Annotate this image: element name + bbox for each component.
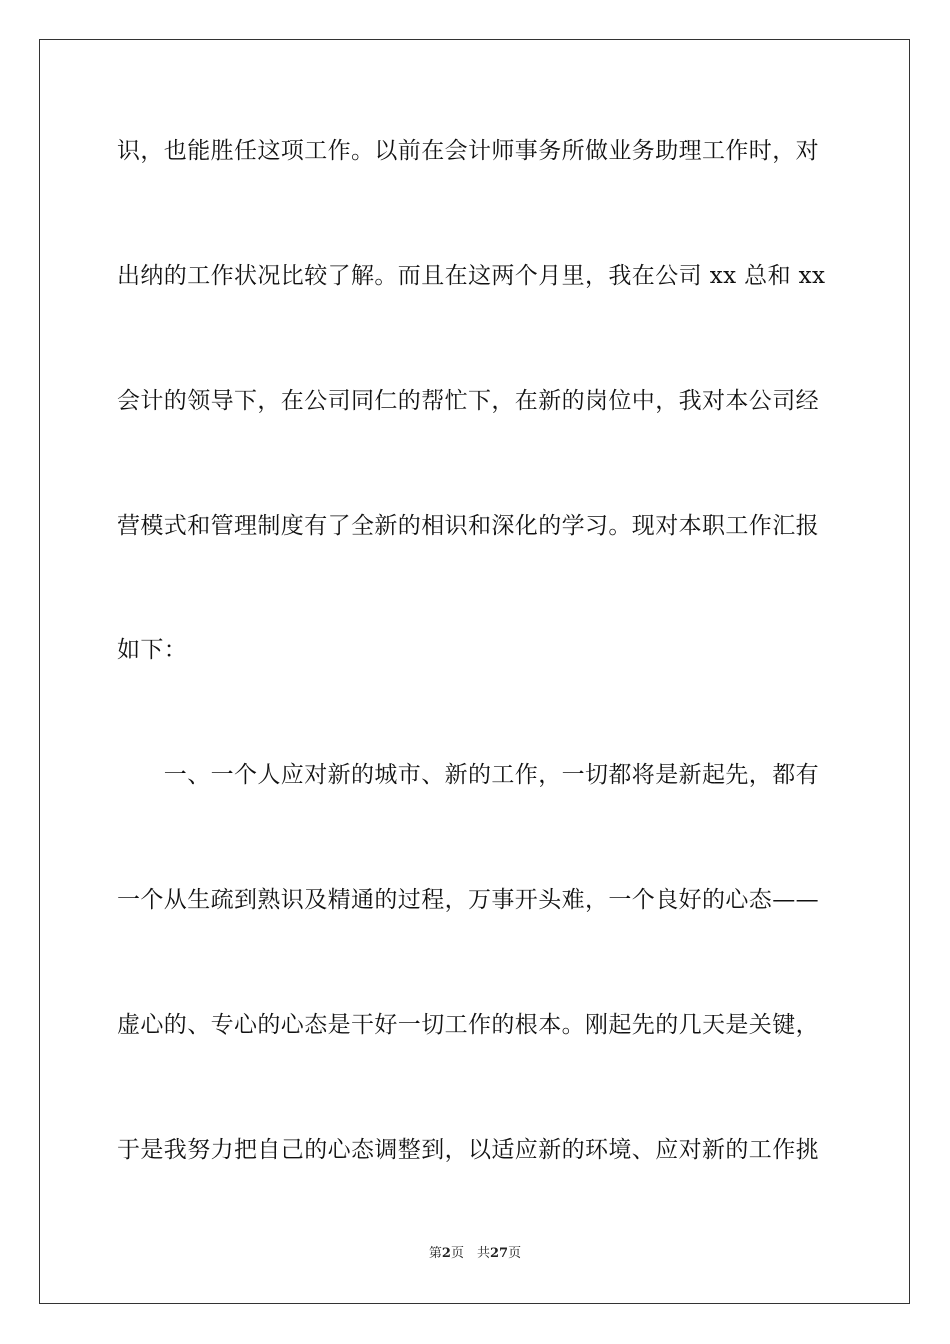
total-pages: 27 — [489, 1246, 509, 1261]
text-line: 出纳的工作状况比较了解。而且在这两个月里，我在公司 xx 总和 xx — [117, 263, 826, 289]
page-footer — [0, 1246, 950, 1262]
total-suffix: 页 — [508, 1246, 522, 1261]
text-line: 营模式和管理制度有了全新的相识和深化的学习。现对本职工作汇报 — [117, 513, 819, 539]
total-prefix: 共 — [476, 1246, 490, 1261]
page-suffix: 页 — [450, 1246, 477, 1261]
text-line: 会计的领导下，在公司同仁的帮忙下，在新的岗位中，我对本公司经 — [117, 388, 819, 414]
text-line: 虚心的、专心的心态是干好一切工作的根本。刚起先的几天是关键， — [117, 1012, 819, 1038]
text-line: 一、一个人应对新的城市、新的工作，一切都将是新起先，都有 — [117, 762, 819, 788]
page-border — [39, 39, 910, 1304]
page-number: 2 — [441, 1246, 451, 1261]
text-line: 如下： — [117, 637, 188, 663]
text-line: 识，也能胜任这项工作。以前在会计师事务所做业务助理工作时，对 — [117, 138, 819, 164]
text-line: 于是我努力把自己的心态调整到，以适应新的环境、应对新的工作挑 — [117, 1137, 819, 1163]
text-line: 一个从生疏到熟识及精通的过程，万事开头难，一个良好的心态—— — [117, 887, 819, 913]
page-prefix: 第 — [428, 1246, 442, 1261]
